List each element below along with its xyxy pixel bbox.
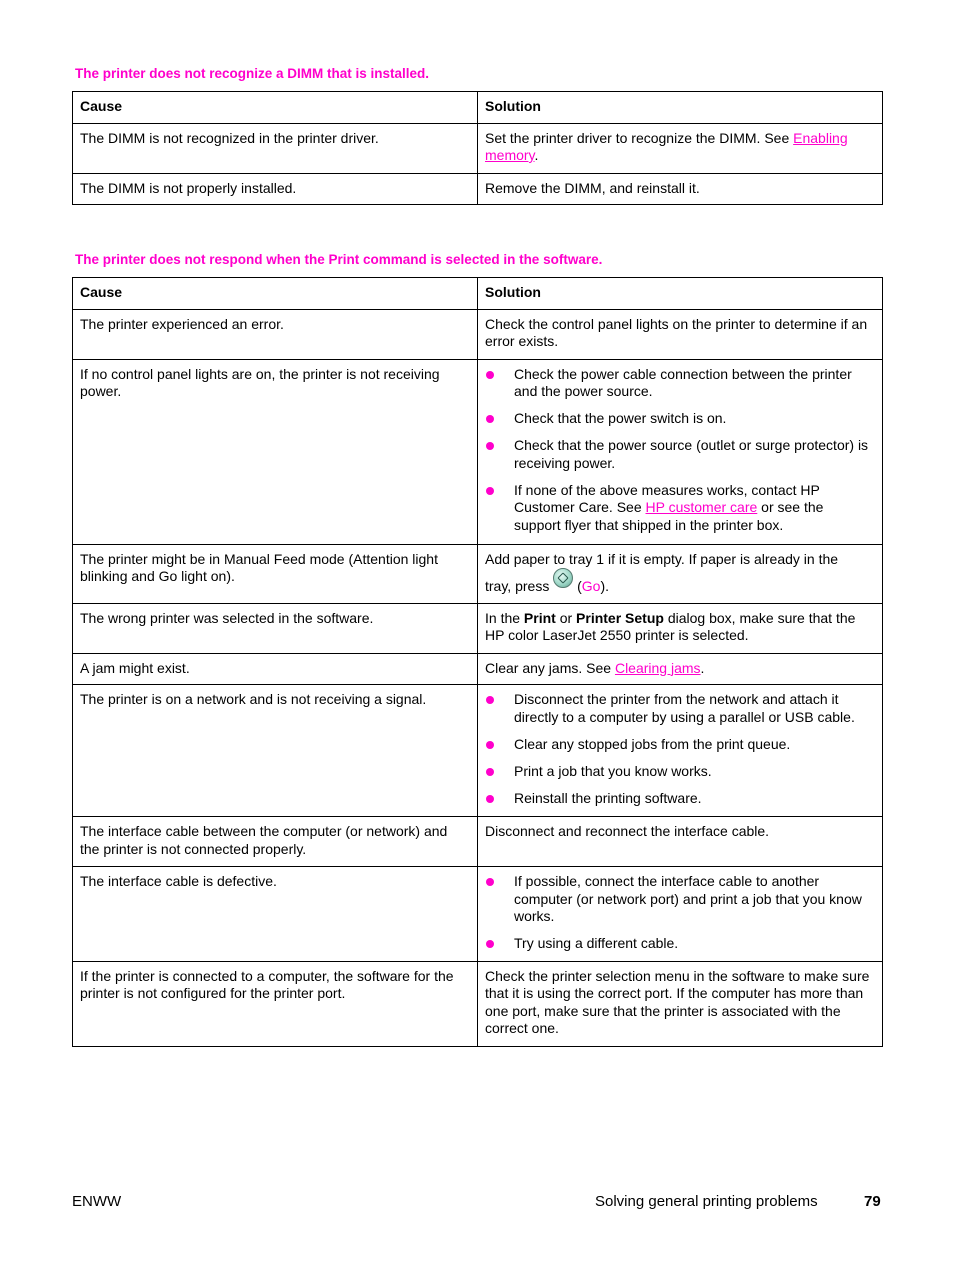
table-row — [73, 173, 883, 205]
solution-column-header: Solution — [478, 278, 883, 310]
solution-text-line1: Add paper to tray 1 if it is empty. If paper is already in the — [485, 550, 839, 567]
solution-cell — [478, 603, 883, 653]
cause-cell: The wrong printer was selected in the software. — [73, 603, 478, 653]
bullet-icon — [486, 795, 494, 803]
list-item — [485, 736, 874, 754]
footer-left-label: ENWW — [72, 1193, 122, 1210]
solution-text-end: . — [534, 147, 539, 163]
paren-close: ). — [600, 578, 610, 594]
table-row — [73, 961, 883, 1046]
bullet-icon — [486, 696, 494, 704]
solution-cell — [478, 359, 883, 544]
cause-cell: The printer is on a network and is not receiving a signal. — [73, 685, 478, 817]
list-item — [485, 790, 874, 808]
bullet-icon — [486, 371, 494, 379]
cause-cell: The interface cable between the computer (or network) and the printer is not connected properly. — [73, 817, 478, 867]
solution-text-mid: or — [555, 609, 577, 626]
solution-cell: Remove the DIMM, and reinstall it. — [478, 173, 883, 205]
bullet-list — [485, 691, 874, 807]
solution-cell: Check the printer selection menu in the software to make sure that it is using the correct port. If the computer has more than one port, make sure that the printer is associated with the correct one. — [478, 961, 883, 1046]
table-row — [73, 653, 883, 685]
list-item — [485, 366, 874, 401]
list-item-text: Check that the power source (outlet or surge protector) is receiving power. — [514, 437, 869, 471]
enabling-memory-link[interactable]: Enabling memory — [485, 129, 848, 163]
list-item — [485, 437, 874, 472]
bullet-icon — [486, 878, 494, 886]
no-response-troubleshooting-table — [72, 277, 883, 1047]
cause-cell: A jam might exist. — [73, 653, 478, 685]
list-item-text: Reinstall the printing software. — [514, 789, 702, 806]
solution-cell: Disconnect and reconnect the interface cable. — [478, 817, 883, 867]
table-row — [73, 685, 883, 817]
table-header-row — [73, 92, 883, 124]
list-item-text: Check that the power switch is on. — [514, 410, 727, 426]
list-item-text: Print a job that you know works. — [514, 762, 712, 779]
cause-cell: The interface cable is defective. — [73, 867, 478, 962]
section-heading-dimm: The printer does not recognize a DIMM that is installed. — [75, 66, 430, 81]
printer-setup-dialog-name: Printer Setup — [576, 609, 664, 626]
bullet-icon — [486, 940, 494, 948]
list-item-text: If none of the above measures works, contact HP Customer Care. See — [514, 481, 820, 515]
solution-text-line2: tray, press — [485, 578, 554, 594]
solution-cell: Check the control panel lights on the printer to determine if an error exists. — [478, 309, 883, 359]
cause-column-header: Cause — [73, 92, 478, 124]
solution-cell — [478, 653, 883, 685]
paren-open: ( — [573, 578, 582, 594]
table-row — [73, 544, 883, 603]
page-number: 79 — [864, 1193, 881, 1210]
bullet-icon — [486, 487, 494, 495]
bullet-icon — [486, 415, 494, 423]
table-row — [73, 867, 883, 962]
table-row — [73, 359, 883, 544]
table-header-row — [73, 278, 883, 310]
print-dialog-name: Print — [523, 609, 556, 626]
list-item-text-end: or see the support flyer that shipped in the printer box. — [514, 499, 824, 533]
table-row — [73, 309, 883, 359]
bullet-list — [485, 366, 874, 535]
bullet-icon — [486, 741, 494, 749]
bullet-icon — [486, 442, 494, 450]
bullet-icon — [486, 768, 494, 776]
table-row — [73, 603, 883, 653]
bullet-list — [485, 873, 874, 953]
solution-cell — [478, 685, 883, 817]
solution-cell — [478, 123, 883, 173]
clearing-jams-link[interactable]: Clearing jams — [614, 659, 701, 676]
table-row — [73, 817, 883, 867]
list-item — [485, 935, 874, 953]
solution-text: Set the printer driver to recognize the DIMM. See — [485, 129, 794, 146]
cause-column-header: Cause — [73, 278, 478, 310]
cause-cell: The printer experienced an error. — [73, 309, 478, 359]
solution-text: In the — [485, 609, 524, 626]
list-item — [485, 763, 874, 781]
solution-text-end: dialog box, make sure that the HP color LaserJet 2550 printer is selected. — [485, 609, 856, 643]
list-item — [485, 410, 874, 428]
list-item-text: If possible, connect the interface cable to another computer (or network port) and print a job that you know works. — [514, 873, 862, 924]
list-item — [485, 482, 874, 535]
footer-section-title: Solving general printing problems — [595, 1193, 818, 1210]
cause-cell: If the printer is connected to a computer, the software for the printer is not configured for the printer port. — [73, 961, 478, 1046]
section-heading-no-response: The printer does not respond when the Print command is selected in the software. — [75, 252, 603, 267]
solution-cell — [478, 867, 883, 962]
list-item-text: Check the power cable connection between the printer and the power source. — [514, 365, 852, 399]
cause-cell: The DIMM is not recognized in the printer driver. — [73, 123, 478, 173]
dimm-troubleshooting-table — [72, 91, 883, 205]
cause-cell: The printer might be in Manual Feed mode (Attention light blinking and Go light on). — [73, 544, 478, 603]
cause-cell: The DIMM is not properly installed. — [73, 173, 478, 205]
list-item — [485, 691, 874, 726]
list-item-text: Disconnect the printer from the network and attach it directly to a computer by using a parallel or USB cable. — [514, 691, 855, 725]
list-item-text: Try using a different cable. — [514, 935, 679, 951]
solution-text: Clear any jams. See — [485, 659, 615, 676]
list-item — [485, 873, 874, 926]
go-label: Go — [581, 578, 601, 594]
solution-cell — [478, 544, 883, 603]
solution-column-header: Solution — [478, 92, 883, 124]
solution-text-end: . — [700, 659, 705, 676]
hp-customer-care-link[interactable]: HP customer care — [645, 499, 758, 515]
list-item-text: Clear any stopped jobs from the print queue. — [514, 735, 791, 752]
cause-cell: If no control panel lights are on, the printer is not receiving power. — [73, 359, 478, 544]
go-button-icon — [553, 568, 573, 588]
table-row — [73, 123, 883, 173]
